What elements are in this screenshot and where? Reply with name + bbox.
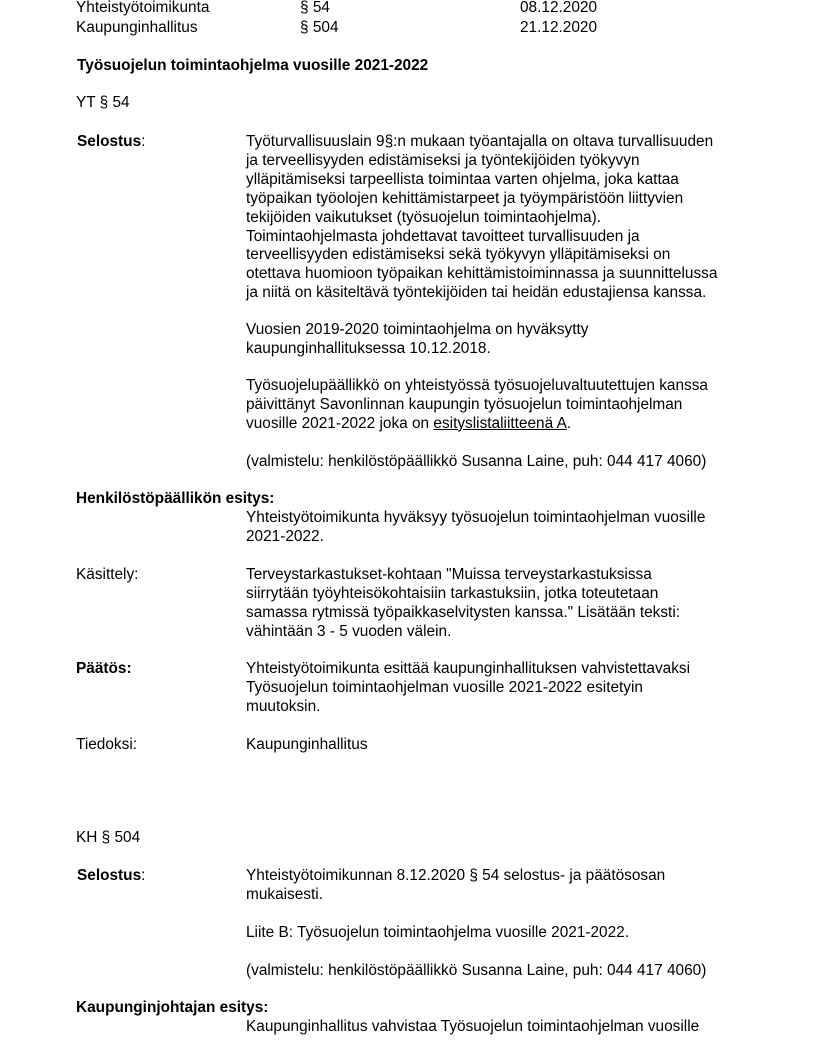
text-line: mukaisesti. <box>246 885 323 903</box>
text-line: Terveystarkastukset-kohtaan "Muissa terveystarkastuksissa <box>246 566 652 583</box>
yt-paatos-label: Päätös: <box>76 660 132 677</box>
text-line: Yhteistyötoimikunta hyväksyy työsuojelun toimintaohjelman vuosille <box>246 509 706 526</box>
kh-selostus-label: Selostus: <box>77 867 146 884</box>
text-line: Toimintaohjelmasta johdettavat tavoitteet turvallisuuden ja <box>246 227 640 245</box>
text-line: terveellisyyden edistämiseksi sekä työkyvyn ylläpitämiseksi on <box>246 246 671 264</box>
yt-selostus-paragraph-1 <box>246 133 766 303</box>
yt-kasittely-label: Käsittely: <box>76 566 139 583</box>
kh-valmistelu: (valmistelu: henkilöstöpäällikkö Susanna Laine, puh: 044 417 4060) <box>246 962 707 979</box>
yt-paatos-text <box>246 660 766 717</box>
yt-esitys-label: Henkilöstöpäällikön esitys: <box>76 490 275 507</box>
yt-kasittely-text <box>246 566 766 642</box>
yt-tiedoksi-label: Tiedoksi: <box>76 736 138 753</box>
yt-selostus-label: Selostus: <box>77 133 146 150</box>
yt-esitys-text <box>246 509 766 547</box>
header-section-2: § 504 <box>300 19 339 36</box>
text-line: Vuosien 2019-2020 toimintaohjelma on hyväksytty <box>246 321 589 338</box>
text-line: tekijöiden vaikutukset (työsuojelun toimintaohjelma). <box>246 208 602 226</box>
text-line: muutoksin. <box>246 697 321 715</box>
kh-esitys-label: Kaupunginjohtajan esitys: <box>76 999 269 1016</box>
text-line: samassa rytmissä työpaikkaselvitysten kanssa." Lisätään teksti: <box>246 603 681 621</box>
yt-tiedoksi-value: Kaupunginhallitus <box>246 736 368 753</box>
kh-liite: Liite B: Työsuojelun toimintaohjelma vuosille 2021-2022. <box>246 924 630 941</box>
text-line: 2021-2022. <box>246 527 324 545</box>
text-line: Työsuojelun toimintaohjelman vuosille 2021-2022 esitetyin <box>246 678 643 696</box>
text-line: vuosille 2021-2022 joka on esityslistaliitteenä A. <box>246 414 572 432</box>
yt-selostus-paragraph-3 <box>246 377 766 434</box>
kh-esitys-text: Kaupunginhallitus vahvistaa Työsuojelun toimintaohjelman vuosille <box>246 1018 700 1035</box>
yt-valmistelu: (valmistelu: henkilöstöpäällikkö Susanna Laine, puh: 044 417 4060) <box>246 453 707 470</box>
text-line: ja niitä on käsiteltävä työntekijöiden tai heidän edustajiensa kanssa. <box>246 284 707 302</box>
yt-section-ref: YT § 54 <box>76 94 130 111</box>
header-section-1: § 54 <box>300 0 330 16</box>
kh-section-ref: KH § 504 <box>76 829 141 846</box>
header-date-2: 21.12.2020 <box>520 19 598 36</box>
header-date-1: 08.12.2020 <box>520 0 598 16</box>
page-title: Työsuojelun toimintaohjelma vuosille 2021-2022 <box>77 57 429 74</box>
kh-selostus-paragraph-1 <box>246 867 766 905</box>
text-line: Työsuojelupäällikkö on yhteistyössä työsuojeluvaltuutettujen kanssa <box>246 377 708 394</box>
text-line: päivittänyt Savonlinnan kaupungin työsuojelun toimintaohjelman <box>246 395 683 413</box>
text-line: siirrytään työyhteisökohtaisiin tarkastuksiin, jotka toteutetaan <box>246 584 659 602</box>
text-line: Työturvallisuuslain 9§:n mukaan työantajalla on oltava turvallisuuden <box>246 133 714 150</box>
text-line: Yhteistyötoimikunnan 8.12.2020 § 54 selostus- ja päätösosan <box>246 867 666 884</box>
header-body-1: Yhteistyötoimikunta <box>76 0 210 16</box>
text-line: ylläpitämiseksi tarpeellista toimintaa varten ohjelma, joka kattaa <box>246 170 679 188</box>
attachment-a-link[interactable]: esityslistaliitteenä A <box>433 414 567 432</box>
text-line: työpaikan työolojen kehittämistarpeet ja työympäristöön liittyvien <box>246 189 684 207</box>
header-body-2: Kaupunginhallitus <box>76 19 198 36</box>
yt-selostus-paragraph-2 <box>246 321 766 359</box>
text-line: ja terveellisyyden edistämiseksi ja työntekijöiden työkyvyn <box>246 151 640 169</box>
text-line: kaupunginhallituksessa 10.12.2018. <box>246 339 491 357</box>
text-line: otettava huomioon työpaikan kehittämistoiminnassa ja suunnittelussa <box>246 265 718 283</box>
text-line: Yhteistyötoimikunta esittää kaupunginhallituksen vahvistettavaksi <box>246 660 691 677</box>
text-line: vähintään 3 - 5 vuoden välein. <box>246 622 452 640</box>
